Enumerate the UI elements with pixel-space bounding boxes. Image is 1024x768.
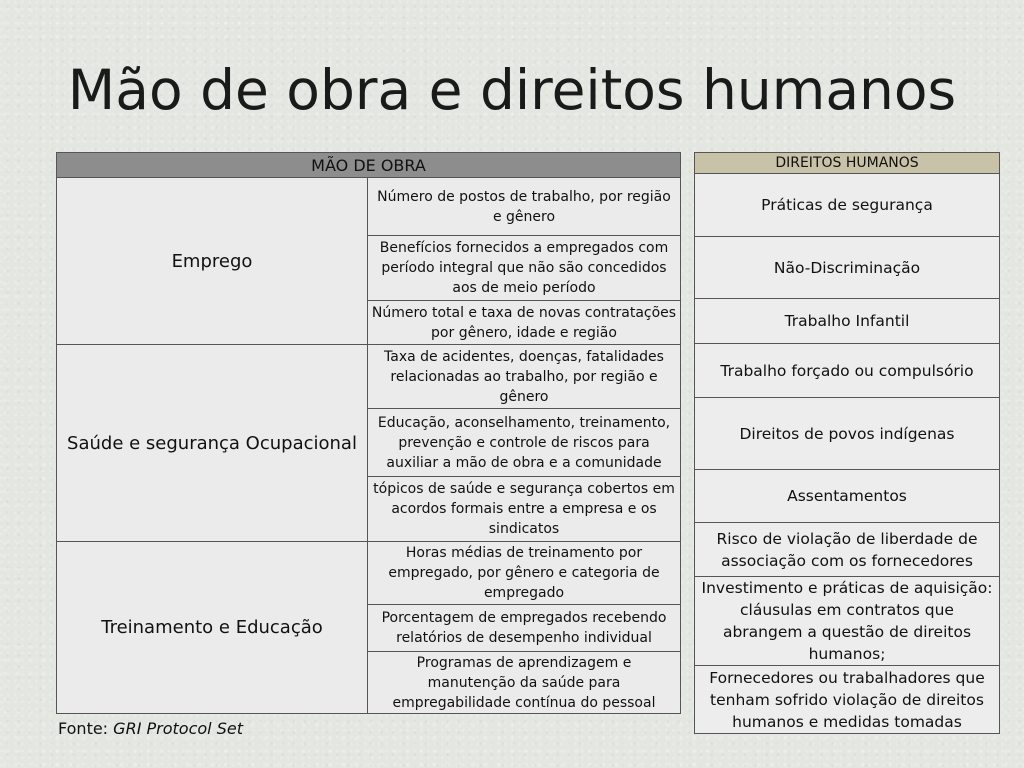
dh-item: Práticas de segurança	[695, 174, 1000, 237]
dh-item: Trabalho forçado ou compulsório	[695, 344, 1000, 398]
mao-de-obra-table	[56, 152, 681, 714]
category-emprego: Emprego	[57, 178, 368, 345]
dh-item: Investimento e práticas de aquisição: cláusulas em contratos que abrangem a questão de direitos humanos;	[695, 577, 1000, 666]
indicator-cell: Taxa de acidentes, doenças, fatalidades relacionadas ao trabalho, por região e gênero	[368, 345, 681, 409]
indicator-cell: Porcentagem de empregados recebendo relatórios de desempenho individual	[368, 605, 681, 652]
indicator-cell: tópicos de saúde e segurança cobertos em acordos formais entre a empresa e os sindicatos	[368, 477, 681, 542]
dh-item: Direitos de povos indígenas	[695, 398, 1000, 470]
indicator-cell: Programas de aprendizagem e manutenção da saúde para empregabilidade contínua do pessoal	[368, 652, 681, 714]
dh-item: Trabalho Infantil	[695, 299, 1000, 344]
dh-item: Não-Discriminação	[695, 237, 1000, 299]
slide-title: Mão de obra e direitos humanos	[67, 58, 957, 122]
direitos-humanos-header: DIREITOS HUMANOS	[695, 153, 1000, 174]
dh-item: Fornecedores ou trabalhadores que tenham sofrido violação de direitos humanos e medidas tomadas	[695, 666, 1000, 734]
indicator-cell: Benefícios fornecidos a empregados com período integral que não são concedidos aos de meio período	[368, 236, 681, 301]
source-note	[58, 719, 243, 738]
mao-de-obra-header: MÃO DE OBRA	[57, 153, 681, 178]
dh-item: Risco de violação de liberdade de associação com os fornecedores	[695, 523, 1000, 577]
category-saude-seguranca: Saúde e segurança Ocupacional	[57, 345, 368, 542]
indicator-cell: Número de postos de trabalho, por região e gênero	[368, 178, 681, 236]
source-label: Fonte:	[58, 719, 109, 738]
direitos-humanos-table	[694, 152, 1000, 734]
indicator-cell: Horas médias de treinamento por empregado, por gênero e categoria de empregado	[368, 542, 681, 605]
dh-item: Assentamentos	[695, 470, 1000, 523]
indicator-cell: Educação, aconselhamento, treinamento, prevenção e controle de riscos para auxiliar a mão de obra e a comunidade	[368, 409, 681, 477]
source-value: GRI Protocol Set	[113, 719, 243, 738]
category-treinamento-educacao: Treinamento e Educação	[57, 542, 368, 714]
indicator-cell: Número total e taxa de novas contratações por gênero, idade e região	[368, 301, 681, 345]
